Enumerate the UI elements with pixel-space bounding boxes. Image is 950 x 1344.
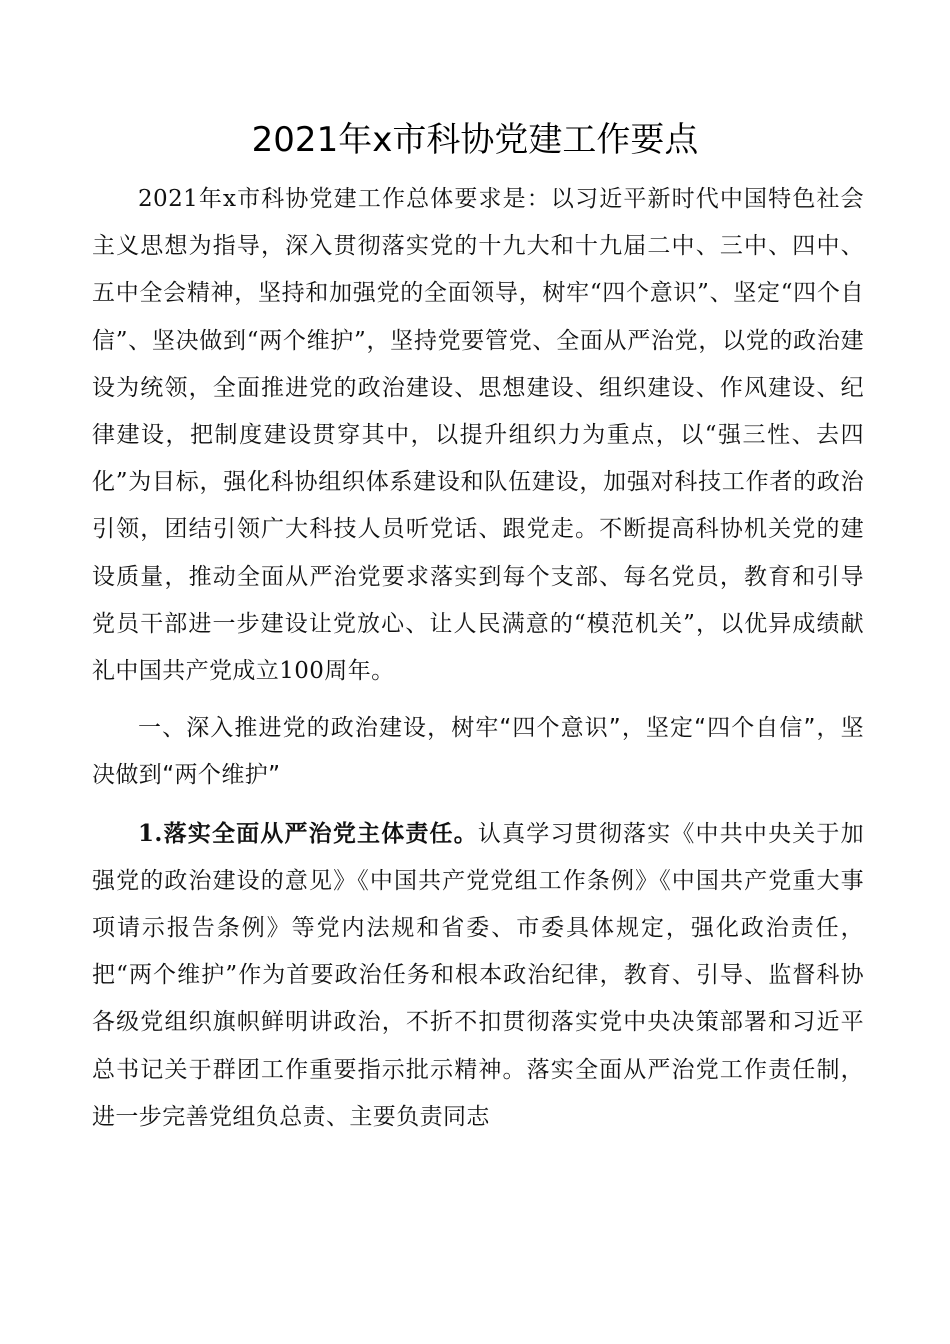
document-title: 2021年x市科协党建工作要点	[251, 120, 699, 160]
section-heading-1: 一、深入推进党的政治建设，树牢“四个意识”，坚定“四个自信”，坚决做到“两个维护”	[92, 715, 864, 789]
intro-paragraph: 2021年x市科协党建工作总体要求是：以习近平新时代中国特色社会主义思想为指导，深入贯彻落实党的十九大和十九届二中、三中、四中、五中全会精神，坚持和加强党的全面领导，树牢“四个意识”、坚定“四个自信”、坚决做到“两个维护”，坚持党要管党、全面从严治党，以党的政治建设为统领，全面推进党的政治建设、思想建设、组织建设、作风建设、纪律建设，把制度建设贯穿其中，以提升组织力为重点，以“强三性、去四化”为目标，强化科协组织体系建设和队伍建设，加强对科技工作者的政治引领，团结引领广大科技人员听党话、跟党走。不断提高科协机关党的建设质量，推动全面从严治党要求落实到每个支部、每名党员，教育和引导党员干部进一步建设让党放心、让人民满意的“模范机关”，以优异成绩献礼中国共产党成立100周年。	[92, 186, 864, 685]
item-lead-1: 1.落实全面从严治党主体责任。	[138, 819, 478, 847]
item-body-1: 认真学习贯彻落实《中共中央关于加强党的政治建设的意见》《中国共产党党组工作条例》《中国共产党重大事项请示报告条例》等党内法规和省委、市委具体规定，强化政治责任，把“两个维护”作为首要政治任务和根本政治纪律，教育、引导、监督科协各级党组织旗帜鲜明讲政治，不折不扣贯彻落实党中央决策部署和习近平总书记关于群团工作重要指示批示精神。落实全面从严治党工作责任制，进一步完善党组负总责、主要负责同志	[92, 820, 865, 1130]
item-paragraph-1	[92, 810, 864, 1141]
document-body	[92, 176, 864, 1141]
